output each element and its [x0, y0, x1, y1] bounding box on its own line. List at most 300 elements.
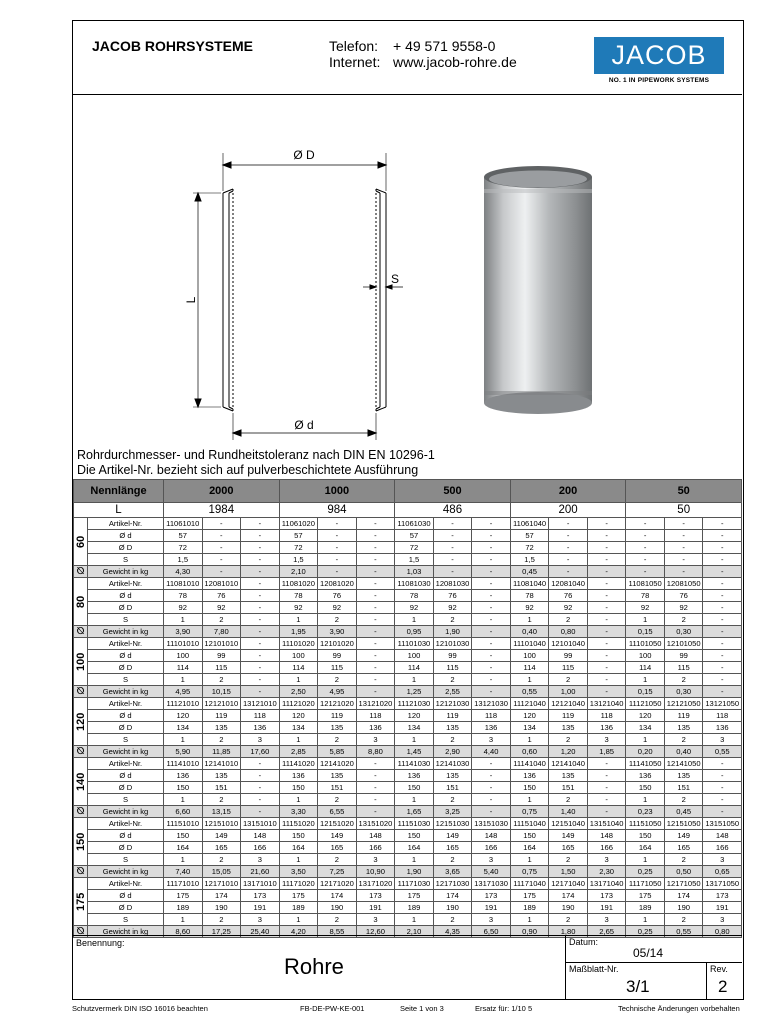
table-row: [74, 794, 742, 806]
table-cell: 8,60: [164, 926, 203, 938]
table-cell: -: [703, 770, 742, 782]
table-cell: 3: [472, 914, 511, 926]
diameter-symbol: ⦰: [74, 806, 88, 818]
table-cell: 12081020: [318, 578, 357, 590]
table-row: [74, 674, 742, 686]
table-cell: -: [703, 518, 742, 530]
table-cell: 17,25: [202, 926, 241, 938]
table-row: [74, 530, 742, 542]
length-header: 2000: [164, 480, 280, 503]
table-cell: 149: [664, 830, 703, 842]
diameter-group-label: 80: [74, 578, 88, 626]
table-cell: -: [356, 758, 395, 770]
table-cell: 2: [664, 734, 703, 746]
table-cell: 1: [626, 854, 665, 866]
table-cell: 165: [664, 842, 703, 854]
table-cell: -: [356, 806, 395, 818]
table-cell: 0,75: [510, 806, 549, 818]
table-cell: 136: [626, 770, 665, 782]
table-cell: 120: [279, 710, 318, 722]
table-cell: 173: [587, 890, 626, 902]
table-cell: 3,30: [279, 806, 318, 818]
table-cell: 114: [164, 662, 203, 674]
table-cell: 1: [164, 674, 203, 686]
table-cell: 149: [549, 830, 588, 842]
table-cell: 1,85: [587, 746, 626, 758]
table-row: [74, 686, 742, 698]
table-cell: 92: [395, 602, 434, 614]
table-cell: -: [356, 566, 395, 578]
table-cell: 1: [279, 854, 318, 866]
table-cell: -: [241, 530, 280, 542]
table-cell: 135: [549, 722, 588, 734]
table-cell: 11081010: [164, 578, 203, 590]
table-row: [74, 614, 742, 626]
table-cell: 2: [318, 854, 357, 866]
table-cell: -: [356, 662, 395, 674]
table-cell: 76: [433, 590, 472, 602]
table-cell: 12171030: [433, 878, 472, 890]
table-cell: -: [241, 794, 280, 806]
row-label: Ø D: [88, 782, 164, 794]
table-cell: -: [241, 806, 280, 818]
table-cell: 1: [164, 914, 203, 926]
table-cell: 150: [164, 782, 203, 794]
table-cell: 13171010: [241, 878, 280, 890]
table-cell: 1: [164, 734, 203, 746]
row-label: Ø d: [88, 770, 164, 782]
table-cell: 164: [164, 842, 203, 854]
table-cell: 1,90: [395, 866, 434, 878]
table-cell: 1,5: [510, 554, 549, 566]
length-value: 486: [395, 503, 511, 518]
table-cell: 11061020: [279, 518, 318, 530]
table-cell: 99: [318, 650, 357, 662]
table-cell: 134: [164, 722, 203, 734]
table-cell: 149: [318, 830, 357, 842]
table-cell: 164: [510, 842, 549, 854]
table-cell: 136: [241, 722, 280, 734]
table-cell: -: [241, 518, 280, 530]
table-cell: 114: [626, 662, 665, 674]
table-cell: 149: [433, 830, 472, 842]
table-cell: -: [587, 554, 626, 566]
diameter-symbol: ⦰: [74, 686, 88, 698]
table-cell: 1,00: [549, 686, 588, 698]
table-cell: -: [703, 662, 742, 674]
table-cell: -: [549, 530, 588, 542]
table-cell: 99: [664, 650, 703, 662]
header: [73, 21, 742, 95]
table-cell: 11141030: [395, 758, 434, 770]
table-cell: 135: [318, 770, 357, 782]
table-cell: 135: [664, 722, 703, 734]
table-cell: 4,20: [279, 926, 318, 938]
table-cell: 0,40: [664, 746, 703, 758]
date-value: 05/14: [633, 946, 664, 960]
table-cell: 3: [356, 854, 395, 866]
table-cell: 151: [664, 782, 703, 794]
table-cell: 57: [164, 530, 203, 542]
table-cell: 12081010: [202, 578, 241, 590]
dim-label-outer-diameter: Ø D: [293, 148, 315, 162]
table-row: [74, 746, 742, 758]
table-cell: 135: [202, 770, 241, 782]
length-value: 1984: [164, 503, 280, 518]
table-cell: 4,30: [164, 566, 203, 578]
table-cell: 17,60: [241, 746, 280, 758]
title-block: [73, 935, 742, 1000]
length-value: 50: [626, 503, 742, 518]
table-cell: -: [587, 794, 626, 806]
length-header: 1000: [279, 480, 395, 503]
table-cell: -: [356, 554, 395, 566]
table-cell: 13,15: [202, 806, 241, 818]
table-cell: -: [472, 806, 511, 818]
table-cell: 135: [664, 770, 703, 782]
table-cell: 114: [510, 662, 549, 674]
table-cell: -: [241, 662, 280, 674]
table-cell: -: [587, 770, 626, 782]
divider: [706, 962, 707, 1000]
diameter-symbol: ⦰: [74, 626, 88, 638]
row-label: Artikel-Nr.: [88, 878, 164, 890]
table-cell: 10,90: [356, 866, 395, 878]
row-label: Ø d: [88, 650, 164, 662]
table-cell: 1: [395, 614, 434, 626]
table-cell: 2: [664, 794, 703, 806]
table-cell: 72: [395, 542, 434, 554]
table-row: [74, 830, 742, 842]
table-cell: -: [626, 518, 665, 530]
table-cell: 120: [395, 710, 434, 722]
table-cell: 150: [626, 830, 665, 842]
table-cell: 115: [318, 662, 357, 674]
table-cell: 13151050: [703, 818, 742, 830]
table-cell: 119: [549, 710, 588, 722]
table-cell: -: [703, 542, 742, 554]
table-cell: 0,80: [703, 926, 742, 938]
table-cell: 12101010: [202, 638, 241, 650]
table-cell: -: [202, 542, 241, 554]
table-cell: -: [703, 674, 742, 686]
table-cell: -: [433, 542, 472, 554]
table-cell: 12171010: [202, 878, 241, 890]
sheet-number-label: Maßblatt-Nr.: [569, 964, 619, 974]
table-cell: -: [318, 518, 357, 530]
table-cell: 11141040: [510, 758, 549, 770]
table-cell: 78: [279, 590, 318, 602]
table-cell: 1: [626, 794, 665, 806]
table-cell: 148: [241, 830, 280, 842]
table-cell: 190: [318, 902, 357, 914]
table-cell: 114: [279, 662, 318, 674]
table-cell: 11141020: [279, 758, 318, 770]
table-cell: 12081030: [433, 578, 472, 590]
table-cell: 190: [202, 902, 241, 914]
table-cell: 2: [202, 674, 241, 686]
table-cell: 190: [549, 902, 588, 914]
table-cell: 135: [318, 722, 357, 734]
table-cell: -: [703, 638, 742, 650]
table-cell: 1: [510, 794, 549, 806]
row-label: Artikel-Nr.: [88, 698, 164, 710]
table-cell: -: [356, 686, 395, 698]
table-cell: 1: [395, 734, 434, 746]
table-cell: 0,80: [549, 626, 588, 638]
row-label: Ø D: [88, 542, 164, 554]
table-cell: 1: [510, 914, 549, 926]
table-cell: -: [202, 554, 241, 566]
table-cell: 7,40: [164, 866, 203, 878]
table-cell: 92: [626, 602, 665, 614]
table-cell: -: [241, 566, 280, 578]
table-cell: 119: [318, 710, 357, 722]
table-cell: 11,85: [202, 746, 241, 758]
table-cell: 11121040: [510, 698, 549, 710]
table-cell: 174: [549, 890, 588, 902]
divider: [565, 936, 566, 1000]
table-cell: -: [356, 542, 395, 554]
table-cell: 11151020: [279, 818, 318, 830]
table-cell: 134: [395, 722, 434, 734]
table-cell: 92: [433, 602, 472, 614]
table-cell: 12171040: [549, 878, 588, 890]
table-cell: 92: [279, 602, 318, 614]
table-cell: 3,90: [318, 626, 357, 638]
table-cell: 1,45: [395, 746, 434, 758]
document-title: Rohre: [284, 954, 344, 979]
table-cell: -: [433, 530, 472, 542]
table-cell: 0,95: [395, 626, 434, 638]
website[interactable]: www.jacob-rohre.de: [393, 54, 517, 70]
table-cell: 1,03: [395, 566, 434, 578]
table-cell: 4,95: [318, 686, 357, 698]
diameter-symbol: ⦰: [74, 866, 88, 878]
table-cell: 2: [664, 614, 703, 626]
table-cell: -: [703, 614, 742, 626]
phone-number: + 49 571 9558-0: [393, 38, 496, 54]
table-cell: 118: [356, 710, 395, 722]
table-cell: 2,65: [587, 926, 626, 938]
table-cell: 12081050: [664, 578, 703, 590]
table-cell: 11121030: [395, 698, 434, 710]
table-cell: 13171050: [703, 878, 742, 890]
table-cell: 76: [202, 590, 241, 602]
table-cell: -: [549, 566, 588, 578]
table-cell: -: [241, 590, 280, 602]
dim-label-inner-diameter: Ø d: [294, 418, 314, 432]
table-cell: 1: [510, 734, 549, 746]
table-cell: 1: [279, 734, 318, 746]
table-cell: 15,05: [202, 866, 241, 878]
table-cell: 3: [703, 914, 742, 926]
table-cell: -: [703, 554, 742, 566]
sheet-number: 3/1: [626, 977, 650, 996]
table-row: [74, 902, 742, 914]
table-cell: 0,55: [510, 686, 549, 698]
table-cell: 2: [202, 914, 241, 926]
row-label: Ø d: [88, 890, 164, 902]
table-row: [74, 842, 742, 854]
table-cell: 1: [164, 794, 203, 806]
table-cell: 92: [549, 602, 588, 614]
table-cell: 100: [279, 650, 318, 662]
table-cell: -: [241, 782, 280, 794]
table-cell: 173: [472, 890, 511, 902]
table-cell: 1,90: [433, 626, 472, 638]
table-cell: 0,15: [626, 626, 665, 638]
row-label: Artikel-Nr.: [88, 518, 164, 530]
table-cell: -: [703, 626, 742, 638]
table-cell: 166: [703, 842, 742, 854]
table-cell: 151: [549, 782, 588, 794]
table-cell: -: [472, 530, 511, 542]
table-cell: 2: [433, 854, 472, 866]
table-cell: 151: [318, 782, 357, 794]
table-cell: 3: [703, 854, 742, 866]
table-cell: 148: [703, 830, 742, 842]
table-cell: 120: [626, 710, 665, 722]
table-cell: -: [356, 782, 395, 794]
table-cell: 2: [549, 734, 588, 746]
table-cell: 115: [202, 662, 241, 674]
benennung-label: Benennung:: [76, 938, 125, 948]
table-cell: 173: [703, 890, 742, 902]
table-cell: 0,15: [626, 686, 665, 698]
length-row: [74, 503, 742, 518]
row-label: Artikel-Nr.: [88, 578, 164, 590]
table-cell: 173: [241, 890, 280, 902]
table-cell: 135: [202, 722, 241, 734]
table-cell: 150: [395, 830, 434, 842]
dimensions-table: [73, 479, 742, 938]
jacob-logo: [594, 37, 724, 84]
table-cell: 72: [279, 542, 318, 554]
table-cell: 2,50: [279, 686, 318, 698]
table-row: [74, 518, 742, 530]
table-cell: 1,5: [279, 554, 318, 566]
technical-drawing: [73, 95, 742, 447]
table-cell: 92: [164, 602, 203, 614]
table-cell: 2: [664, 914, 703, 926]
table-cell: 99: [549, 650, 588, 662]
table-cell: 189: [279, 902, 318, 914]
table-cell: 2: [433, 914, 472, 926]
table-cell: 11081030: [395, 578, 434, 590]
table-cell: 2,85: [279, 746, 318, 758]
table-cell: -: [472, 542, 511, 554]
table-cell: 12151050: [664, 818, 703, 830]
table-cell: 12151020: [318, 818, 357, 830]
table-cell: 3: [356, 914, 395, 926]
diameter-group-label: 60: [74, 518, 88, 566]
pipe-section-drawing: [193, 153, 403, 440]
row-label: Ø d: [88, 710, 164, 722]
table-cell: 2: [433, 614, 472, 626]
table-row: [74, 602, 742, 614]
table-cell: -: [472, 614, 511, 626]
table-row: [74, 782, 742, 794]
row-label: Ø d: [88, 830, 164, 842]
table-cell: 119: [202, 710, 241, 722]
table-cell: 0,55: [664, 926, 703, 938]
table-cell: -: [356, 794, 395, 806]
table-cell: 5,90: [164, 746, 203, 758]
table-cell: -: [472, 566, 511, 578]
table-cell: 3: [472, 854, 511, 866]
table-cell: 1: [626, 614, 665, 626]
table-cell: 4,40: [472, 746, 511, 758]
table-cell: -: [587, 758, 626, 770]
table-cell: 12101030: [433, 638, 472, 650]
table-cell: -: [587, 686, 626, 698]
table-cell: 1: [164, 854, 203, 866]
row-label: Ø D: [88, 662, 164, 674]
table-cell: 12121020: [318, 698, 357, 710]
table-cell: 150: [510, 782, 549, 794]
table-cell: 76: [664, 590, 703, 602]
company-name: JACOB ROHRSYSTEME: [92, 38, 254, 54]
diameter-group-label: 150: [74, 818, 88, 866]
table-cell: 12141030: [433, 758, 472, 770]
table-cell: 12151040: [549, 818, 588, 830]
table-cell: 11151010: [164, 818, 203, 830]
footer-protection-note: Schutzvermerk DIN ISO 16016 beachten: [72, 1004, 208, 1013]
table-cell: 189: [626, 902, 665, 914]
table-cell: 1: [510, 854, 549, 866]
table-cell: 190: [433, 902, 472, 914]
table-cell: -: [587, 542, 626, 554]
table-cell: 2: [433, 734, 472, 746]
table-cell: 99: [202, 650, 241, 662]
table-cell: 5,85: [318, 746, 357, 758]
row-label: Gewicht in kg: [88, 626, 164, 638]
table-cell: 134: [626, 722, 665, 734]
table-cell: 12121010: [202, 698, 241, 710]
table-cell: 6,55: [318, 806, 357, 818]
table-cell: -: [626, 554, 665, 566]
table-row: [74, 554, 742, 566]
table-cell: 151: [433, 782, 472, 794]
length-value: 984: [279, 503, 395, 518]
table-cell: -: [356, 770, 395, 782]
table-cell: 11121050: [626, 698, 665, 710]
table-row: [74, 578, 742, 590]
table-cell: -: [356, 530, 395, 542]
table-cell: 13151030: [472, 818, 511, 830]
table-row: [74, 722, 742, 734]
dim-label-length: L: [184, 296, 198, 304]
table-cell: 3: [241, 914, 280, 926]
table-cell: -: [587, 806, 626, 818]
table-cell: 1: [626, 914, 665, 926]
table-cell: 3: [703, 734, 742, 746]
table-cell: 1: [279, 914, 318, 926]
table-cell: -: [587, 602, 626, 614]
table-row: [74, 866, 742, 878]
table-row: [74, 806, 742, 818]
table-cell: 4,95: [164, 686, 203, 698]
table-cell: 166: [356, 842, 395, 854]
table-cell: 3: [472, 734, 511, 746]
table-cell: -: [703, 602, 742, 614]
table-cell: 13151010: [241, 818, 280, 830]
footer-form-code: FB-DE-PW-KE-001: [300, 1004, 365, 1013]
table-row: [74, 590, 742, 602]
table-cell: -: [587, 530, 626, 542]
table-cell: 12141010: [202, 758, 241, 770]
